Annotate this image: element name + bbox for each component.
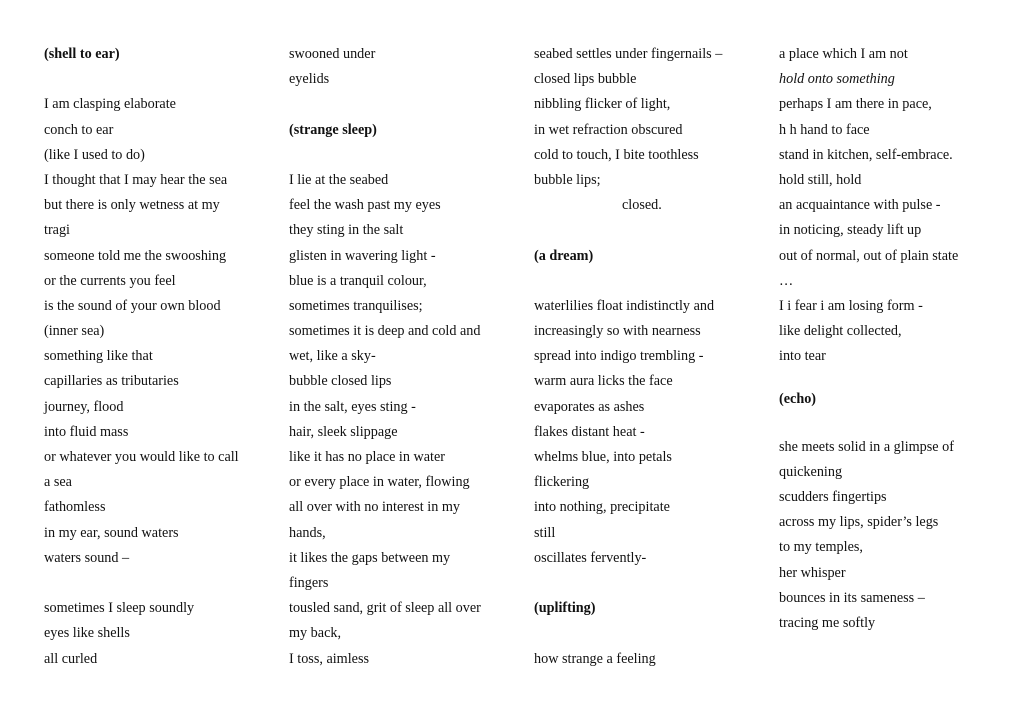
stanza-break: [44, 571, 259, 596]
poem-line: evaporates as ashes: [534, 398, 645, 415]
poem-line: flakes distant heat -: [534, 423, 645, 440]
poem-line: flickering: [534, 474, 590, 491]
poem-line: I i fear i am losing form -: [779, 297, 923, 314]
poem-line: sometimes tranquilises;: [289, 297, 423, 314]
poem-line: in noticing, steady lift up: [779, 222, 922, 239]
poem-line: fathomless: [44, 499, 106, 516]
poem-heading: (echo): [779, 391, 817, 408]
poem-line: closed.: [622, 197, 662, 214]
poem-line: closed lips bubble: [534, 71, 637, 88]
poem-line: journey, flood: [44, 398, 124, 415]
poem-line: or every place in water, flowing: [289, 474, 470, 491]
poem-line: someone told me the swooshing: [44, 247, 227, 264]
poem-line: (like I used to do): [44, 146, 145, 163]
poem-heading: (a dream): [534, 247, 594, 264]
stanza-break: [779, 413, 979, 435]
poem-line: in my ear, sound waters: [44, 524, 179, 541]
poem-line: still: [534, 524, 556, 541]
poem-line: or whatever you would like to call: [44, 449, 239, 465]
poem-line: h h hand to face: [779, 121, 870, 138]
poem-line: how strange a feeling: [534, 650, 656, 667]
poem-line: scudders fingertips: [779, 489, 887, 505]
poem-line: in the salt, eyes sting -: [289, 398, 416, 415]
poem-line: cold to touch, I bite toothless: [534, 146, 699, 163]
poem-line: tracing me softly: [779, 614, 876, 631]
poem-line: my back,: [289, 625, 342, 642]
poem-line: I toss, aimless: [289, 650, 369, 667]
poem-line: tragi: [44, 222, 70, 239]
poem-line: all curled: [44, 650, 98, 667]
column-2: [289, 42, 504, 672]
poem-line: spread into indigo trembling -: [534, 348, 704, 365]
column-3: [534, 42, 749, 672]
poem-line: glisten in wavering light -: [289, 247, 436, 264]
poem-line: a place which I am not: [779, 46, 908, 62]
poem-line: or the currents you feel: [44, 272, 176, 289]
poem-line: her whisper: [779, 564, 846, 581]
poem-line: I lie at the seabed: [289, 171, 389, 188]
poem-line: (inner sea): [44, 323, 105, 340]
poem-line: warm aura licks the face: [534, 373, 673, 390]
poem-line: tousled sand, grit of sleep all over: [289, 600, 481, 617]
poem-line: fingers: [289, 574, 329, 591]
poem-line: feel the wash past my eyes: [289, 197, 441, 214]
poem-line: waterlilies float indistinctly and: [534, 297, 715, 314]
poem-line: bubble lips;: [534, 171, 601, 188]
poem-line: I am clasping elaborate: [44, 96, 176, 113]
stanza-break: [534, 269, 749, 294]
column-4: [779, 42, 979, 636]
poem-line: seabed settles under fingernails –: [534, 46, 723, 62]
poem-line: into nothing, precipitate: [534, 499, 670, 516]
stanza-break: [779, 369, 979, 387]
poem-line: into tear: [779, 348, 826, 365]
poem-line: bubble closed lips: [289, 373, 392, 390]
poem-line: like it has no place in water: [289, 449, 446, 465]
poem-line: she meets solid in a glimpse of: [779, 438, 954, 455]
poem-line: all over with no interest in my: [289, 499, 461, 516]
poem-line: to my temples,: [779, 539, 863, 556]
poem-line: whelms blue, into petals: [534, 449, 672, 465]
poem-line: eyelids: [289, 71, 330, 88]
poem-heading: (shell to ear): [44, 46, 120, 62]
poem-line: perhaps I am there in pace,: [779, 96, 932, 113]
poem-line: waters sound –: [44, 549, 130, 566]
poem-line: eyes like shells: [44, 625, 130, 642]
poem-line: something like that: [44, 348, 153, 365]
column-1: [44, 42, 259, 672]
poem-line: an acquaintance with pulse -: [779, 197, 941, 214]
stanza-break: [534, 218, 749, 243]
poem-line: sometimes it is deep and cold and: [289, 323, 481, 340]
poem-line: bounces in its sameness –: [779, 589, 925, 606]
poem-line: sometimes I sleep soundly: [44, 600, 195, 617]
stanza-break: [534, 571, 749, 596]
poem-line: …: [779, 272, 794, 289]
poem-line: hair, sleek slippage: [289, 423, 398, 440]
poem-line: in wet refraction obscured: [534, 121, 683, 138]
stanza-break: [289, 92, 504, 117]
poem-line: into fluid mass: [44, 423, 129, 440]
poem-line: like delight collected,: [779, 323, 902, 340]
poem-line: but there is only wetness at my: [44, 197, 220, 214]
poem-line: a sea: [44, 474, 72, 491]
poem-line: wet, like a sky-: [289, 348, 376, 365]
poem-line: is the sound of your own blood: [44, 297, 221, 314]
poem-line: hold still, hold: [779, 171, 862, 188]
poem-line: conch to ear: [44, 121, 114, 138]
poem-line: quickening: [779, 463, 843, 480]
poem-line: capillaries as tributaries: [44, 373, 179, 390]
poem-line: hold onto something: [779, 71, 895, 88]
stanza-break: [534, 621, 749, 646]
poem-line: I thought that I may hear the sea: [44, 171, 228, 188]
poem-line: stand in kitchen, self-embrace.: [779, 146, 953, 163]
poem-line: blue is a tranquil colour,: [289, 272, 427, 289]
poem-line: oscillates fervently-: [534, 549, 647, 566]
poem-line: across my lips, spider’s legs: [779, 514, 939, 531]
poem-line: it likes the gaps between my: [289, 549, 451, 566]
stanza-break: [289, 143, 504, 168]
poem-line: swooned under: [289, 46, 376, 62]
stanza-break: [44, 67, 259, 92]
poem-heading: (uplifting): [534, 600, 596, 617]
poem-line: increasingly so with nearness: [534, 323, 701, 340]
poem-heading: (strange sleep): [289, 121, 377, 138]
poem-line: hands,: [289, 524, 326, 541]
poem-line: out of normal, out of plain state: [779, 247, 959, 264]
poem-line: they sting in the salt: [289, 222, 404, 239]
poem-line: nibbling flicker of light,: [534, 96, 671, 113]
